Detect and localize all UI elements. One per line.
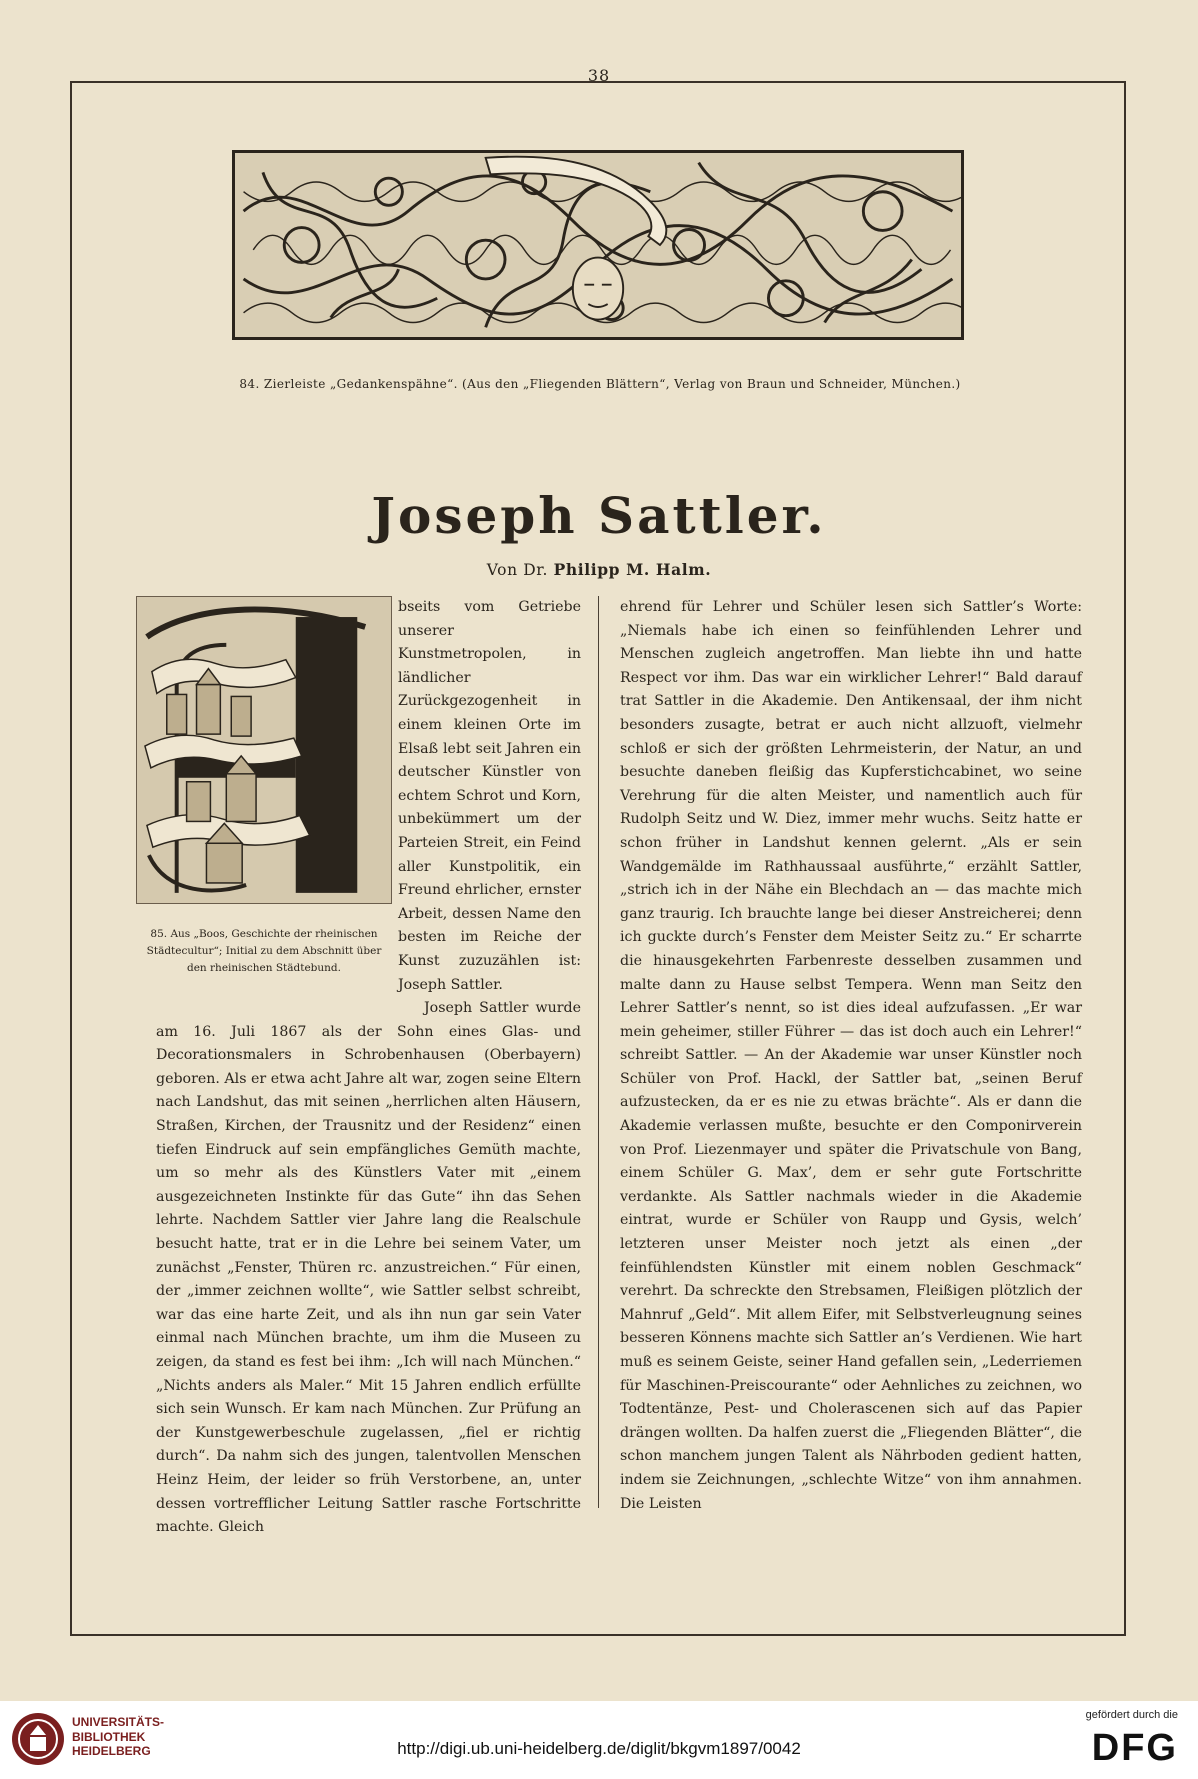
university-name-line: HEIDELBERG (72, 1744, 151, 1758)
initial-letter-figure (136, 596, 392, 996)
right-column (620, 596, 1082, 1516)
byline-prefix: Von Dr. (486, 561, 549, 579)
page-number-text: 38 (570, 66, 628, 85)
left-column (146, 596, 581, 1540)
article-byline (0, 560, 1198, 579)
university-name-line: UNIVERSITÄTS- (72, 1715, 165, 1729)
university-name-line: BIBLIOTHEK (72, 1729, 146, 1744)
funding-note: gefördert durch die (1085, 1709, 1178, 1721)
decorated-initial-a-image (137, 597, 391, 903)
byline-author: Philipp M. Halm. (553, 560, 712, 579)
column-divider (598, 596, 599, 1508)
ornament-caption: 84. Zierleiste „Gedankenspähne“. (Aus den „Fliegenden Blättern“, Verlag von Braun und Schneider, München.) (239, 377, 961, 391)
left-paragraph-2: Joseph Sattler wurde am 16. Juli 1867 als der Sohn eines Glas- und Decorationsmalers in Schrobenhausen (Oberbayern) geboren. Als er etwa acht Jahre alt war, zogen seine Eltern nach Landshut, das mit seinen „herrlichen alten Häusern, Straßen, Kirchen, der Trausnitz und der Residenz“ einen tiefen Eindruck auf sein empfängliches Gemüth machte, um so mehr als des Künstlers Vater mit „einem ausgezeichneten Instinkte für das Gute“ ihn das Sehen lehrte. Nachdem Sattler vier Jahre lang die Realschule besucht hatte, trat er in die Lehre bei seinem Vater, um zunächst „Fenster, Thüren rc. anzustreichen.“ Für einen, der „immer zeichnen wollte“, wie Sattler selbst schreibt, war das eine harte Zeit, und als ihn nun gar sein Vater einmal nach München brachte, um ihm die Museen zu zeigen, da stand es fest bei ihm: „Ich will nach München.“ „Nichts anders als Maler.“ Mit 15 Jahren endlich erfüllte sich sein Wunsch. Er kam nach München. Zur Prüfung an der Kunstgewerbeschule zugelassen, „fiel er richtig durch“. Da nahm sich des jungen, talentvollen Menschen Heinz Heim, der leider so früh Verstorbene, an, unter dessen vortrefflicher Leitung Sattler rasche Fortschritte machte. Gleich (156, 1000, 581, 1536)
ornament-illustration (232, 150, 964, 340)
ornament-vine-pattern (235, 153, 961, 337)
source-url-link[interactable]: http://digi.ub.uni-heidelberg.de/diglit/bkgvm1897/0042 (397, 1739, 801, 1758)
article-title: Joseph Sattler. (371, 486, 827, 545)
initial-letter-illustration (136, 596, 392, 904)
footer-bar (0, 1701, 1198, 1779)
initial-caption: 85. Aus „Boos, Geschichte der rheinischen Städtecultur“; Initial zu dem Abschnitt über den rheinischen Städtebund. (146, 928, 382, 974)
left-paragraph-1: bseits vom Getriebe unserer Kunstmetropolen, in ländlicher Zurückgezogenheit in einem kleinen Orte im Elsaß lebt seit Jahren ein deutscher Künstler von echtem Schrot und Korn, unbekümmert um der Parteien Streit, ein Feind aller Kunstpolitik, ein Freund ehrlicher, ernster Arbeit, dessen Name den besten im Reiche der Kunst zuzuzählen ist: Joseph Sattler. (398, 599, 581, 993)
right-paragraph-1: ehrend für Lehrer und Schüler lesen sich Sattler’s Worte: „Niemals habe ich einen so feinfühlenden Lehrer und Menschen zugleich angetroffen. Man liebte ihn und hatte Respect vor ihm. Das war ein wirklicher Lehrer!“ Bald darauf trat Sattler in die Akademie. Den Antikensaal, der ihm nicht besonders zusagte, betrat er auch nicht allzuoft, vielmehr schloß er sich der größten Lehrmeisterin, der Natur, an und besuchte daneben fleißig das Kupferstichcabinet, wo seine Verehrung für die alten Meister, und namentlich auch für Rudolph Seitz und W. Diez, immer mehr wuchs. Seitz hatte er schon früher in Landshut kennen gelernt. „Als er sein Wandgemälde im Rathhaussaal ausführte,“ erzählt Sattler, „strich ich in der Nähe ein Blechdach an — das machte mich ganz traurig. Ich brauchte lange bei dieser Anstreicherei; denn ich guckte durch’s Fenster dem Meister Seitz zu.“ Er scharrte die hinausgekehrten Farbenreste desselben zusammen und malte dann zu Hause selbst Tempera. Wenn man Seitz den Lehrer Sattler’s nennt, so ist dies ideal aufzufassen. „Er war mein geheimer, stiller Führer — das ist doch auch ein Lehrer!“ schreibt Sattler. — An der Akademie war unser Künstler noch Schüler von Prof. Hackl, der Sattler bat, „seinen Beruf aufzustecken, da er es nie zu etwas brächte“. Als er dann die Akademie verlassen mußte, besuchte er den Componirverein von Prof. Liezenmayer und später die Privatschule von Bang, einem Schüler G. Max’, dem er sehr gute Fortschritte verdankte. Als Sattler nachmals wieder in die Akademie eintrat, wurde er Schüler von Raupp und Gysis, welch’ letzteren unser Meister noch jetzt als einen „der feinfühlendsten Künstler mit einem noblen Geschmack“ verehrt. Da schreckte den Strebsamen, Fleißigen plötzlich der Mahnruf „Geld“. Mit allem Eifer, mit Selbstverleugnung seines besseren Könnens machte sich Sattler an’s Verdienen. Wie hart muß es seinem Geiste, seiner Hand gefallen sein, „Lederriemen für Maschinen-Preiscourante“ oder Aehnliches zu zeichnen, wo Todtentänze, Pest- und Cholerascenen sich auf das Papier drängen wollten. Da halfen zuerst die „Fliegenden Blätter“, die schon manchem jungen Talent als Nährboden gedient hatten, indem sie Zeichnungen, „schlechte Witze“ von ihm annahmen. Die Leisten (620, 599, 1082, 1512)
dfg-logo: DFG (1091, 1727, 1178, 1769)
